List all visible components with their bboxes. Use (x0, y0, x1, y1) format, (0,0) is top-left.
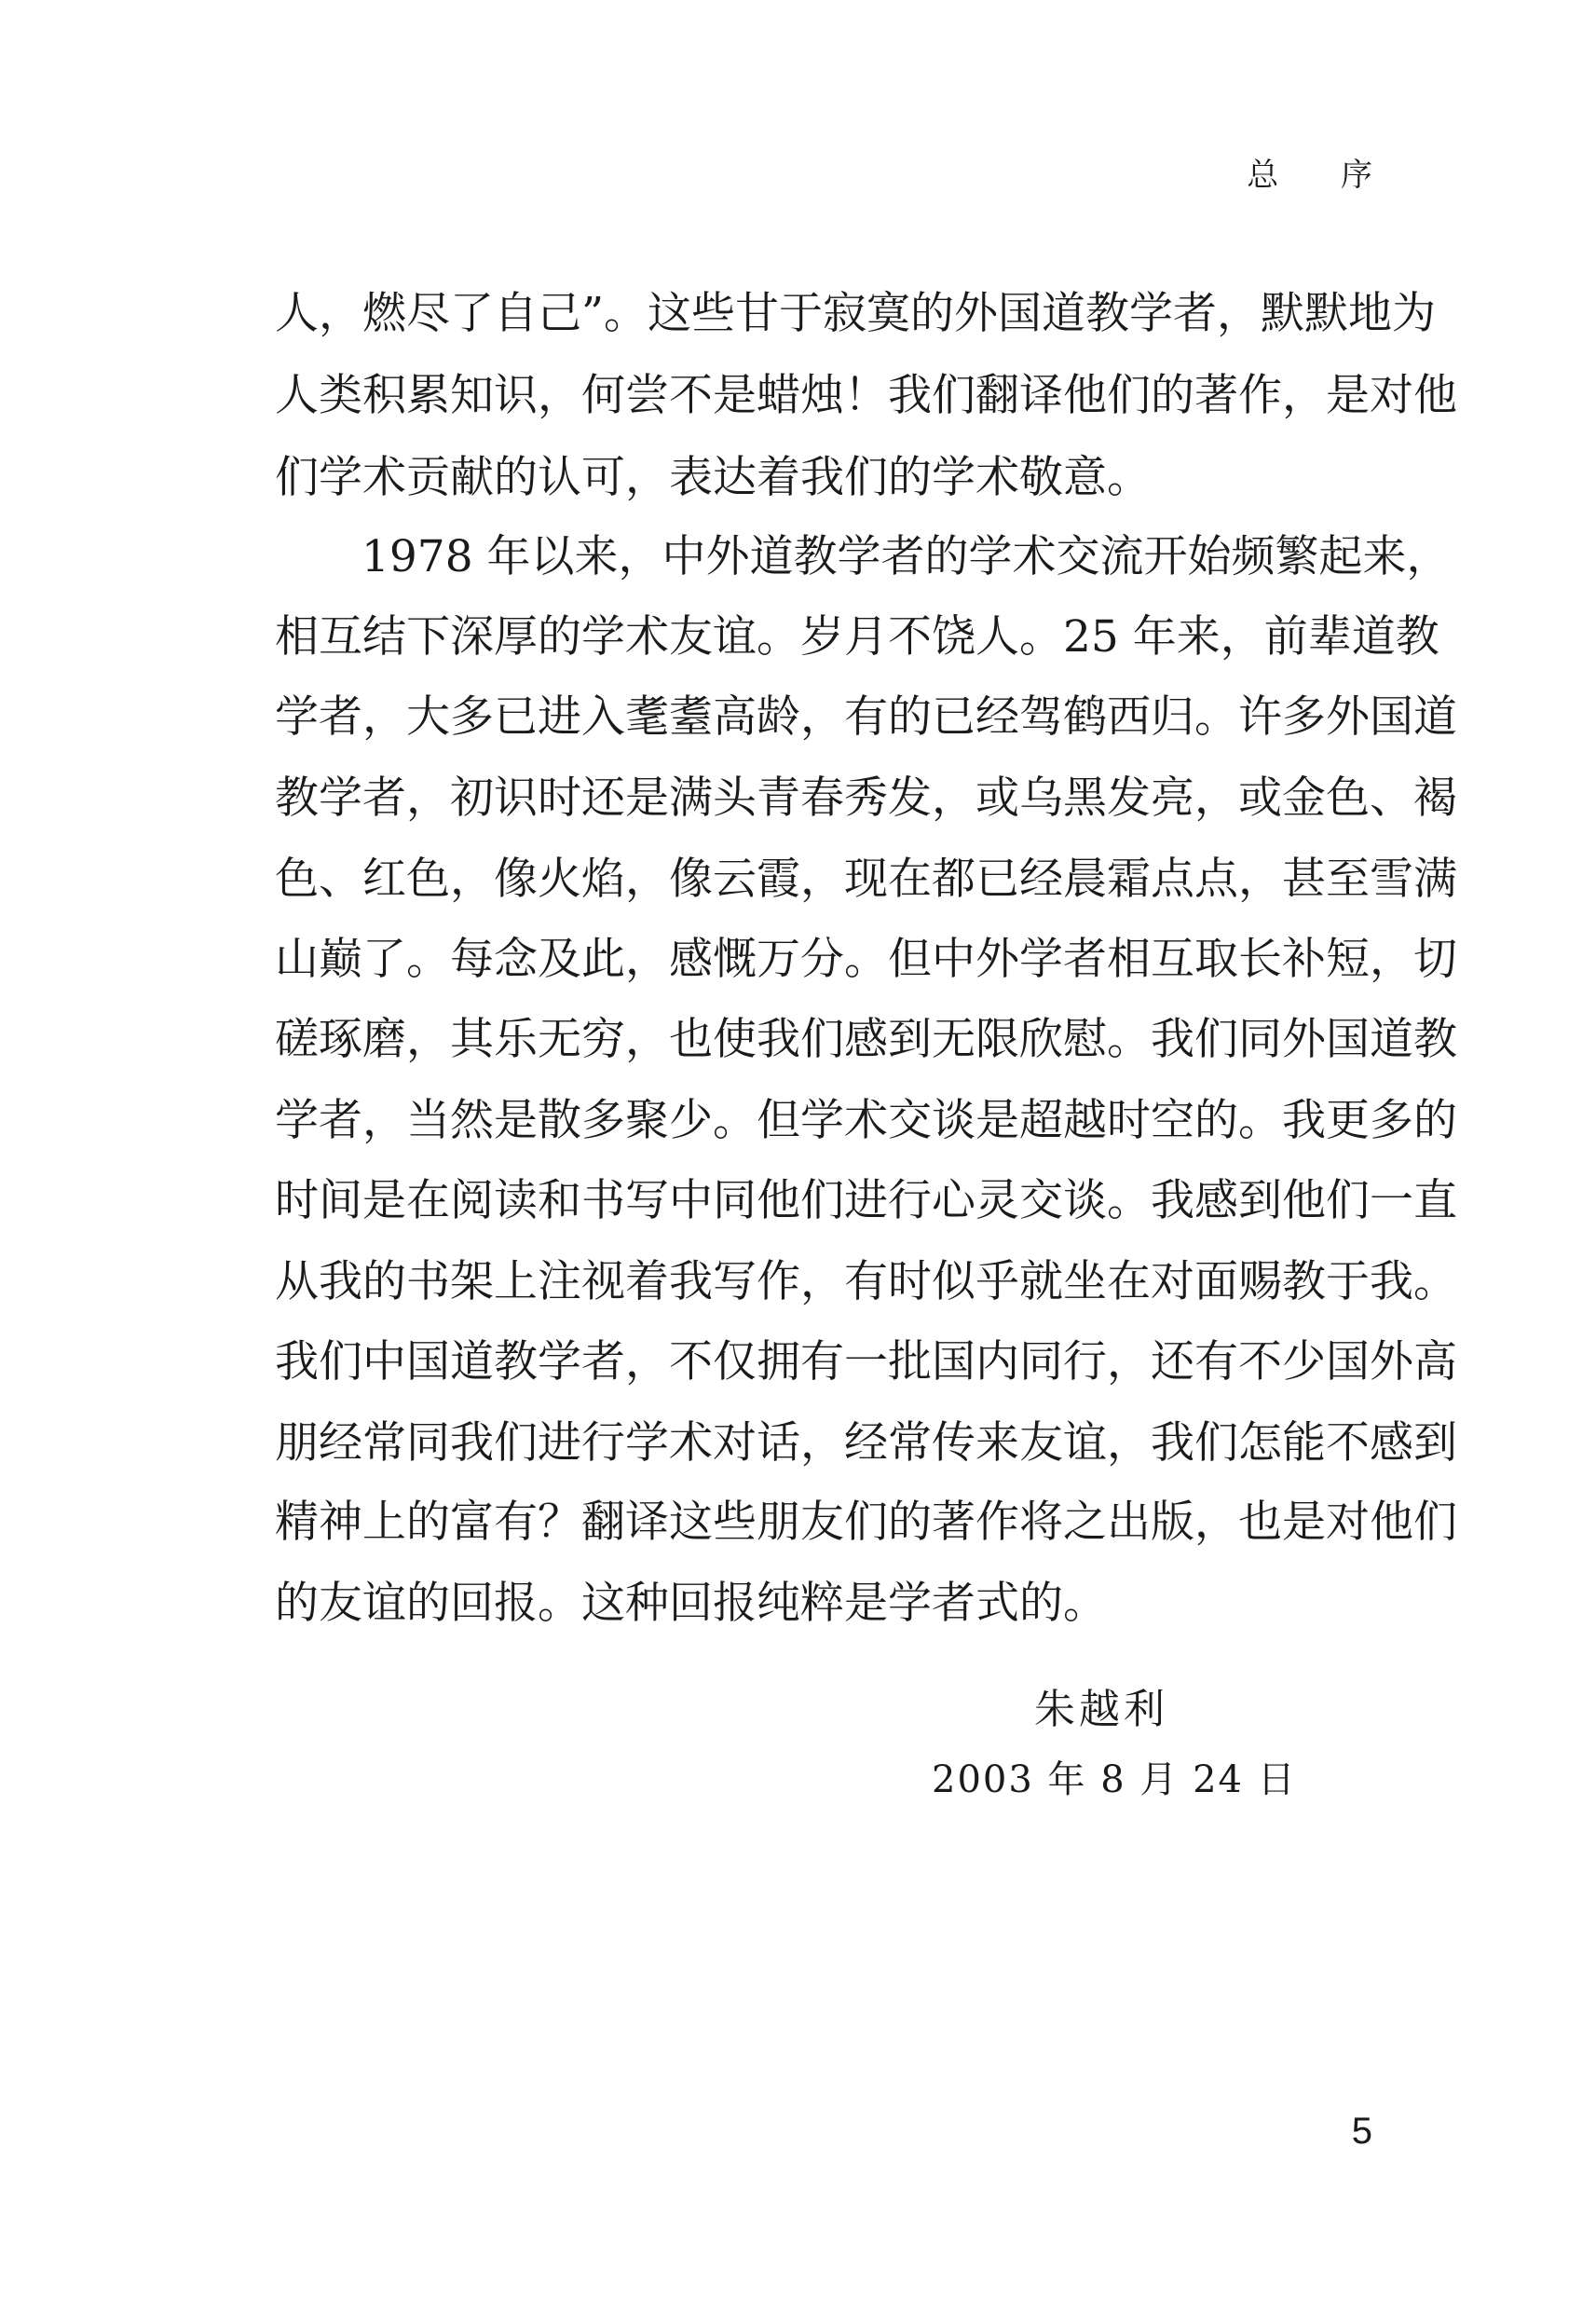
author-signature: 朱越利 (1034, 1686, 1168, 1733)
text-line: 磋琢磨，其乐无穷，也使我们感到无限欣慰。我们同外国道教 (275, 1014, 1457, 1065)
text-line: 人类积累知识，何尝不是蜡烛！我们翻译他们的著作，是对他 (275, 370, 1457, 421)
text-line: 的友谊的回报。这种回报纯粹是学者式的。 (275, 1578, 1107, 1629)
text-line: 我们中国道教学者，不仅拥有一批国内同行，还有不少国外高 (275, 1336, 1457, 1388)
text-line: 1978 年以来，中外道教学者的学术交流开始频繁起来， (361, 531, 1451, 582)
text-line: 人，燃尽了自己”。这些甘于寂寞的外国道教学者，默默地为 (275, 288, 1437, 339)
page-number: 5 (1351, 2111, 1372, 2152)
running-head: 总 序 (1247, 157, 1398, 194)
text-line: 从我的书架上注视着我写作，有时似乎就坐在对面赐教于我。 (275, 1256, 1457, 1307)
text-line: 山巅了。每念及此，感慨万分。但中外学者相互取长补短，切 (275, 934, 1457, 985)
text-line: 们学术贡献的认可，表达着我们的学术敬意。 (275, 452, 1151, 503)
text-line: 教学者，初识时还是满头青春秀发，或乌黑发亮，或金色、褐 (275, 773, 1457, 824)
text-line: 学者，大多已进入耄耋高龄，有的已经驾鹤西归。许多外国道 (275, 691, 1457, 743)
text-line: 学者，当然是散多聚少。但学术交谈是超越时空的。我更多的 (275, 1095, 1457, 1146)
text-line: 色、红色，像火焰，像云霞，现在都已经晨霜点点，甚至雪满 (275, 854, 1457, 905)
text-line: 时间是在阅读和书写中同他们进行心灵交谈。我感到他们一直 (275, 1175, 1457, 1226)
text-line: 朋经常同我们进行学术对话，经常传来友谊，我们怎能不感到 (275, 1417, 1457, 1469)
text-line: 相互结下深厚的学术友谊。岁月不饶人。25 年来，前辈道教 (275, 611, 1439, 663)
text-line: 精神上的富有？翻译这些朋友们的著作将之出版，也是对他们 (275, 1497, 1457, 1548)
signature-date: 2003 年 8 月 24 日 (932, 1758, 1297, 1801)
